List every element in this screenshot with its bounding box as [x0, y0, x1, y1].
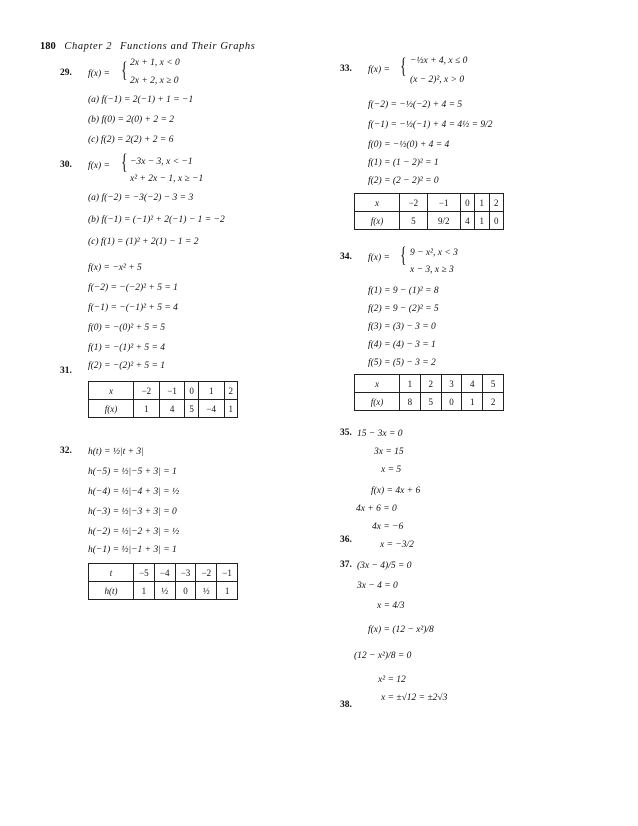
definition-lhs: f(x) =: [368, 65, 390, 75]
problem-number: 30.: [60, 160, 72, 170]
table-cell: x: [89, 382, 134, 400]
solution-line: f(2) = (2 − 2)² = 0: [368, 176, 439, 186]
brace: {: [121, 57, 128, 82]
table-cell: −2: [196, 564, 217, 582]
table-cell: ½: [154, 582, 175, 600]
table-cell: 2: [420, 375, 441, 393]
solution-line: (c) f(2) = 2(2) + 2 = 6: [88, 135, 174, 145]
solution-line: h(−1) = ½|−1 + 3| = 1: [88, 545, 177, 555]
solution-line: h(−4) = ½|−4 + 3| = ½: [88, 487, 180, 497]
case-2: 2x + 2, x ≥ 0: [130, 76, 179, 86]
problem-number: 34.: [340, 252, 352, 262]
problem-number: 32.: [60, 446, 72, 456]
table-cell: −4: [154, 564, 175, 582]
table-cell: f(x): [355, 212, 400, 230]
value-table: [88, 563, 238, 600]
solution-line: h(−2) = ½|−2 + 3| = ½: [88, 527, 180, 537]
solution-line: 3x − 4 = 0: [357, 581, 398, 591]
problem-number: 36.: [340, 535, 352, 545]
table-cell: 4: [462, 375, 483, 393]
solution-line: x = −3/2: [380, 540, 414, 550]
solution-line: 4x + 6 = 0: [356, 504, 397, 514]
table-row: [89, 382, 238, 400]
solution-line: x = ±√12 = ±2√3: [381, 693, 448, 703]
chapter-label: Chapter 2: [64, 41, 113, 52]
table-cell: −1: [217, 564, 238, 582]
table-cell: 1: [217, 582, 238, 600]
table-cell: 0: [175, 582, 196, 600]
table-cell: 1: [224, 400, 237, 418]
table-cell: 5: [400, 212, 428, 230]
definition-lhs: f(x) =: [368, 253, 390, 263]
table-cell: 9/2: [427, 212, 460, 230]
table-cell: −3: [175, 564, 196, 582]
case-2: x² + 2x − 1, x ≥ −1: [130, 174, 204, 184]
table-cell: 1: [400, 375, 421, 393]
problem-number: 35.: [340, 428, 352, 438]
solution-line: h(t) = ½|t + 3|: [88, 447, 144, 457]
solution-line: f(1) = (1 − 2)² = 1: [368, 158, 439, 168]
definition-lhs: f(x) =: [88, 161, 110, 171]
table-cell: −2: [400, 194, 428, 212]
table-cell: 0: [441, 393, 462, 411]
solution-line: (b) f(−1) = (−1)² + 2(−1) − 1 = −2: [88, 215, 225, 225]
table-row: [89, 564, 238, 582]
problem-number: 38.: [340, 700, 352, 710]
solution-line: f(x) = 4x + 6: [371, 486, 421, 496]
table-cell: 1: [475, 194, 489, 212]
table-cell: 4: [159, 400, 185, 418]
table-cell: 1: [134, 582, 155, 600]
brace: {: [400, 242, 407, 267]
table-cell: −4: [198, 400, 224, 418]
solution-line: h(−3) = ½|−3 + 3| = 0: [88, 507, 177, 517]
solution-line: x = 4/3: [377, 601, 405, 611]
solution-line: f(2) = 9 − (2)² = 5: [368, 304, 439, 314]
solution-line: 4x = −6: [372, 522, 404, 532]
table-cell: 0: [460, 194, 474, 212]
table-cell: 5: [420, 393, 441, 411]
table-cell: −5: [134, 564, 155, 582]
table-cell: 4: [460, 212, 474, 230]
solution-line: f(−2) = −½(−2) + 4 = 5: [368, 100, 463, 110]
table-cell: 0: [489, 212, 503, 230]
solution-line: f(−1) = −½(−1) + 4 = 4½ = 9/2: [368, 120, 493, 130]
problem-number: 31.: [60, 366, 72, 376]
table-cell: 1: [462, 393, 483, 411]
solution-line: (12 − x²)/8 = 0: [354, 651, 412, 661]
table-row: [355, 194, 504, 212]
solution-line: f(−2) = −(−2)² + 5 = 1: [88, 283, 178, 293]
solution-line: f(−1) = −(−1)² + 5 = 4: [88, 303, 178, 313]
table-cell: t: [89, 564, 134, 582]
value-table: [88, 381, 238, 418]
solution-line: f(1) = −(1)² + 5 = 4: [88, 343, 166, 353]
solution-line: 3x = 15: [374, 447, 404, 457]
definition-lhs: f(x) =: [88, 69, 110, 79]
case-2: (x − 2)², x > 0: [410, 75, 465, 85]
table-cell: 2: [224, 382, 237, 400]
solution-line: (3x − 4)/5 = 0: [357, 561, 412, 571]
table-cell: 3: [441, 375, 462, 393]
solution-line: (a) f(−2) = −3(−2) − 3 = 3: [88, 193, 194, 203]
page-header: [40, 41, 255, 52]
brace: {: [121, 149, 128, 174]
brace: {: [400, 53, 407, 78]
case-2: x − 3, x ≥ 3: [410, 265, 454, 275]
solution-line: 15 − 3x = 0: [357, 429, 403, 439]
solution-line: x = 5: [381, 465, 402, 475]
table-cell: −1: [427, 194, 460, 212]
table-cell: −1: [159, 382, 185, 400]
problem-number: 37.: [340, 560, 352, 570]
solution-line: x² = 12: [378, 675, 406, 685]
table-cell: 0: [185, 382, 198, 400]
solution-line: f(x) = −x² + 5: [88, 263, 142, 273]
table-cell: 5: [185, 400, 198, 418]
table-row: [355, 212, 504, 230]
solution-line: f(3) = (3) − 3 = 0: [368, 322, 436, 332]
table-cell: x: [355, 194, 400, 212]
table-row: [89, 400, 238, 418]
table-row: [89, 582, 238, 600]
solution-line: f(2) = −(2)² + 5 = 1: [88, 361, 166, 371]
table-cell: 1: [475, 212, 489, 230]
solution-line: f(0) = −½(0) + 4 = 4: [368, 140, 450, 150]
solution-line: f(4) = (4) − 3 = 1: [368, 340, 436, 350]
table-cell: ½: [196, 582, 217, 600]
value-table: [354, 193, 504, 230]
case-1: 9 − x², x < 3: [410, 248, 458, 258]
case-1: −3x − 3, x < −1: [130, 157, 193, 167]
table-row: [355, 375, 504, 393]
solution-line: f(5) = (5) − 3 = 2: [368, 358, 436, 368]
table-row: [355, 393, 504, 411]
chapter-title: Functions and Their Graphs: [119, 41, 256, 52]
table-cell: 1: [134, 400, 160, 418]
table-cell: 5: [483, 375, 504, 393]
problem-number: 29.: [60, 68, 72, 78]
solution-line: (a) f(−1) = 2(−1) + 1 = −1: [88, 95, 194, 105]
solution-line: h(−5) = ½|−5 + 3| = 1: [88, 467, 177, 477]
case-1: −½x + 4, x ≤ 0: [410, 56, 468, 66]
table-cell: 8: [400, 393, 421, 411]
case-1: 2x + 1, x < 0: [130, 58, 180, 68]
solution-line: f(1) = 9 − (1)² = 8: [368, 286, 439, 296]
value-table: [354, 374, 504, 411]
table-cell: f(x): [89, 400, 134, 418]
solution-line: (c) f(1) = (1)² + 2(1) − 1 = 2: [88, 237, 199, 247]
table-cell: 2: [483, 393, 504, 411]
table-cell: −2: [134, 382, 160, 400]
table-cell: f(x): [355, 393, 400, 411]
solution-line: f(0) = −(0)² + 5 = 5: [88, 323, 166, 333]
table-cell: 2: [489, 194, 503, 212]
solution-line: (b) f(0) = 2(0) + 2 = 2: [88, 115, 174, 125]
table-cell: 1: [198, 382, 224, 400]
page-number: 180: [40, 41, 56, 52]
table-cell: h(t): [89, 582, 134, 600]
solution-line: f(x) = (12 − x²)/8: [368, 625, 434, 635]
problem-number: 33.: [340, 64, 352, 74]
table-cell: x: [355, 375, 400, 393]
